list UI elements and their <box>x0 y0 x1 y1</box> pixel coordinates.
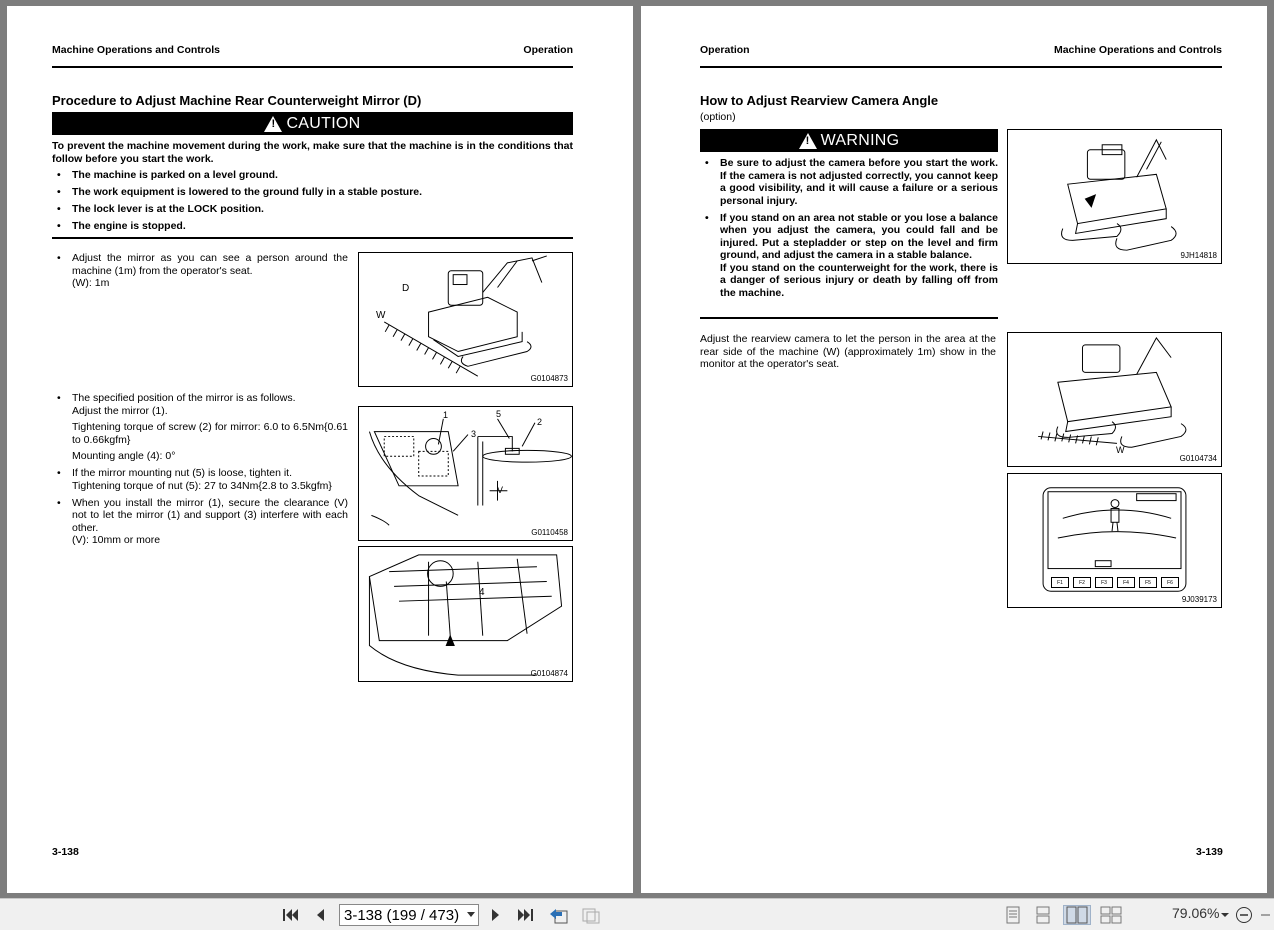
step1-text: Adjust the mirror as you can see a person around the machine (1m) from the operator's seat. <box>72 252 348 277</box>
step4-sub: (V): 10mm or more <box>72 534 161 546</box>
next-page-button[interactable] <box>487 905 505 925</box>
continuous-facing-icon <box>1100 906 1122 924</box>
section-title: How to Adjust Rearview Camera Angle <box>700 93 939 108</box>
excavator-area-drawing <box>1008 333 1221 466</box>
body-text: Adjust the rearview camera to let the person in the area at the rear side of the machine (W) (approximately 1m) show in the monitor at the operator's seat. <box>700 333 996 370</box>
list-item <box>52 497 348 547</box>
section-title: Procedure to Adjust Machine Rear Counterweight Mirror (D) <box>52 93 422 108</box>
monitor-button-row <box>1051 577 1181 588</box>
figure-id: 9JH14818 <box>1180 251 1217 260</box>
warning-label: WARNING <box>820 131 900 149</box>
label-3: 3 <box>471 429 477 439</box>
header-right: Operation <box>523 44 573 56</box>
header-left: Machine Operations and Controls <box>52 44 221 56</box>
warning-box <box>700 157 998 304</box>
caution-list <box>52 169 573 233</box>
f6-button: F6 <box>1161 577 1179 588</box>
list-item: • The work equipment is lowered to the ground fully in a stable posture. <box>52 186 573 199</box>
continuous-view-button[interactable] <box>1033 905 1053 925</box>
facing-pages-icon <box>1066 906 1088 924</box>
step4-text: When you install the mirror (1), secure the clearance (V) not to let the mirror (1) and support (3) interfere with each other. <box>72 496 348 534</box>
step2-text: The specified position of the mirror is as follows. <box>72 392 296 404</box>
label-2: 2 <box>537 417 543 427</box>
page-3-138 <box>7 6 633 893</box>
warning-triangle-icon <box>264 116 282 132</box>
page-number-field[interactable] <box>339 904 479 926</box>
list-item <box>700 212 998 300</box>
excavator-mirror-drawing <box>359 253 572 386</box>
warning-extra: If you stand on the counterweight for the work, there is a danger of serious injury or death by falling off from the machine. <box>720 261 998 299</box>
figure-id: 9J039173 <box>1181 595 1217 604</box>
continuous-facing-view-button[interactable] <box>1099 905 1123 925</box>
page-3-139 <box>641 6 1267 893</box>
go-forward-view-button[interactable] <box>579 905 603 925</box>
figure-mirror-angle <box>358 546 573 682</box>
step2-line1: Adjust the mirror (1). <box>72 404 168 417</box>
figure-id: G0104874 <box>530 669 568 678</box>
label-1: 1 <box>443 410 449 420</box>
caution-label: CAUTION <box>286 114 361 132</box>
caution-box <box>52 140 573 237</box>
facing-pages-view-button[interactable] <box>1063 905 1091 925</box>
chevron-down-icon[interactable] <box>467 912 475 917</box>
step3-sub: Tightening torque of nut (5): 27 to 34Nm{2.8 to 3.5kgfm} <box>72 479 332 492</box>
step-mirror-view <box>52 252 348 294</box>
previous-page-icon <box>314 907 326 923</box>
first-page-icon <box>281 907 299 923</box>
zoom-level[interactable] <box>1172 905 1219 921</box>
zoom-value: 79.06% <box>1172 905 1220 921</box>
zoom-slider[interactable] <box>1258 905 1272 925</box>
list-item <box>52 392 348 463</box>
figure-monitor <box>1007 473 1222 608</box>
warning-banner <box>700 129 998 152</box>
list-item <box>52 467 348 492</box>
excavator-rear-drawing <box>1008 130 1221 263</box>
figure-mirror-view <box>358 252 573 387</box>
figure-id: G0104873 <box>530 374 568 383</box>
next-page-icon <box>490 907 502 923</box>
zoom-out-button[interactable] <box>1234 905 1254 925</box>
page-number: 3-138 <box>52 846 79 858</box>
section-subtitle: (option) <box>700 111 736 123</box>
last-page-button[interactable] <box>514 905 538 925</box>
f5-button: F5 <box>1139 577 1157 588</box>
header-left: Operation <box>700 44 750 56</box>
first-page-button[interactable] <box>279 905 301 925</box>
list-item: • Be sure to adjust the camera before you start the work. If the camera is not adjusted correctly, you cannot keep a good visibility, and it will cause a failure or a serious personal injury. <box>700 157 998 207</box>
list-item: • The engine is stopped. <box>52 220 573 233</box>
caution-banner <box>52 112 573 135</box>
zoom-slider-track <box>1260 905 1270 925</box>
step2-line2: Tightening torque of screw (2) for mirror: 6.0 to 6.5Nm{0.61 to 0.66kgfm} <box>72 421 348 446</box>
zoom-out-icon <box>1235 906 1253 924</box>
list-item: • The machine is parked on a level ground. <box>52 169 573 182</box>
label-5: 5 <box>496 409 502 419</box>
f3-button: F3 <box>1095 577 1113 588</box>
f4-button: F4 <box>1117 577 1135 588</box>
chevron-down-icon <box>1220 910 1230 920</box>
caution-end-rule <box>52 237 573 239</box>
single-page-icon <box>1006 906 1020 924</box>
figure-camera-area <box>1007 332 1222 467</box>
figure-id: G0110458 <box>531 528 568 537</box>
warning-triangle-icon <box>799 133 817 149</box>
last-page-icon <box>517 907 535 923</box>
header-right: Machine Operations and Controls <box>1053 44 1222 56</box>
back-view-icon <box>548 906 570 924</box>
previous-page-button[interactable] <box>311 905 329 925</box>
warning-end-rule <box>700 317 998 319</box>
continuous-page-icon <box>1036 906 1050 924</box>
page-number-value: 3-138 (199 / 473) <box>344 906 460 924</box>
label-w: W <box>1116 445 1125 455</box>
label-d: D <box>402 283 410 294</box>
warning-item-2: If you stand on an area not stable or you lose a balance when you adjust the camera, you could fall and be injured. Put a stepladder or step on the level and firm ground, and adjust the camera in a stable balance. <box>720 211 998 261</box>
single-page-view-button[interactable] <box>1003 905 1023 925</box>
step2-line3: Mounting angle (4): 0° <box>72 450 176 462</box>
step1-sub: (W): 1m <box>72 277 110 289</box>
label-w: W <box>376 310 386 321</box>
f1-button: F1 <box>1051 577 1069 588</box>
f2-button: F2 <box>1073 577 1091 588</box>
go-back-view-button[interactable] <box>547 905 571 925</box>
list-item: • The lock lever is at the LOCK position. <box>52 203 573 216</box>
page-number: 3-139 <box>1196 846 1223 858</box>
step3-text: If the mirror mounting nut (5) is loose, tighten it. <box>72 467 293 479</box>
caution-intro: To prevent the machine movement during the work, make sure that the machine is in the conditions that follow before you start the work. <box>52 140 573 165</box>
forward-view-icon <box>580 906 602 924</box>
label-4: 4 <box>479 587 485 598</box>
mirror-angle-drawing <box>359 547 572 681</box>
figure-mirror-mount <box>358 406 573 541</box>
step-mirror-position <box>52 392 348 551</box>
running-header <box>52 44 573 68</box>
zoom-dropdown[interactable] <box>1219 905 1231 925</box>
label-v: V <box>497 485 504 495</box>
list-item <box>52 252 348 290</box>
running-header <box>700 44 1222 68</box>
figure-id: G0104734 <box>1179 454 1217 463</box>
navigation-toolbar <box>0 898 1274 930</box>
figure-camera <box>1007 129 1222 264</box>
